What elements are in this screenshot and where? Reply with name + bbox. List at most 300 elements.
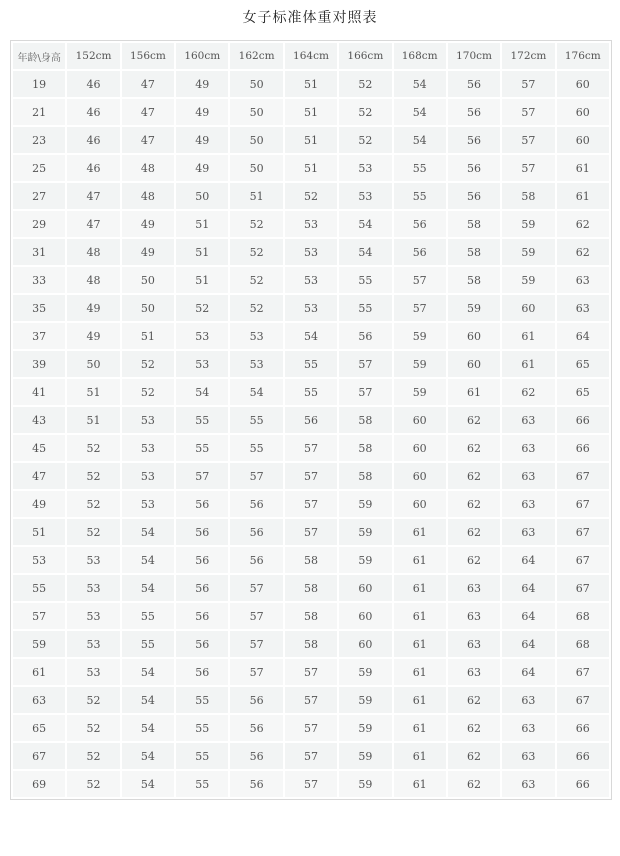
- weight-cell: 61: [394, 547, 446, 573]
- weight-cell: 54: [230, 379, 282, 405]
- weight-cell: 57: [230, 575, 282, 601]
- weight-cell: 54: [122, 519, 174, 545]
- height-header: 156cm: [122, 43, 174, 69]
- table-row: [13, 71, 609, 97]
- table-row: [13, 603, 609, 629]
- weight-cell: 53: [285, 267, 337, 293]
- weight-cell: 52: [230, 267, 282, 293]
- weight-cell: 59: [394, 323, 446, 349]
- weight-cell: 57: [285, 687, 337, 713]
- weight-cell: 59: [339, 659, 391, 685]
- weight-cell: 63: [448, 575, 500, 601]
- weight-cell: 59: [339, 547, 391, 573]
- weight-cell: 49: [67, 323, 119, 349]
- age-cell: 37: [13, 323, 65, 349]
- weight-cell: 66: [557, 771, 609, 797]
- age-cell: 27: [13, 183, 65, 209]
- weight-cell: 63: [502, 463, 554, 489]
- weight-cell: 64: [502, 659, 554, 685]
- weight-cell: 50: [122, 267, 174, 293]
- weight-cell: 57: [502, 99, 554, 125]
- weight-cell: 56: [448, 127, 500, 153]
- weight-cell: 58: [285, 631, 337, 657]
- weight-cell: 50: [230, 127, 282, 153]
- weight-cell: 62: [448, 547, 500, 573]
- height-header: 152cm: [67, 43, 119, 69]
- weight-cell: 66: [557, 715, 609, 741]
- weight-cell: 48: [67, 267, 119, 293]
- weight-cell: 52: [67, 715, 119, 741]
- table-row: [13, 519, 609, 545]
- weight-cell: 55: [122, 603, 174, 629]
- weight-cell: 56: [176, 659, 228, 685]
- weight-cell: 63: [448, 603, 500, 629]
- weight-table-container: [10, 40, 612, 800]
- weight-cell: 56: [448, 71, 500, 97]
- weight-cell: 51: [230, 183, 282, 209]
- weight-cell: 55: [176, 715, 228, 741]
- weight-cell: 53: [67, 659, 119, 685]
- weight-cell: 61: [557, 155, 609, 181]
- weight-cell: 49: [176, 99, 228, 125]
- age-cell: 51: [13, 519, 65, 545]
- weight-cell: 57: [285, 659, 337, 685]
- weight-cell: 49: [176, 71, 228, 97]
- weight-cell: 51: [285, 99, 337, 125]
- weight-cell: 63: [502, 407, 554, 433]
- weight-cell: 57: [502, 127, 554, 153]
- weight-cell: 61: [394, 715, 446, 741]
- weight-cell: 54: [394, 71, 446, 97]
- weight-cell: 61: [394, 519, 446, 545]
- table-row: [13, 491, 609, 517]
- height-header: 176cm: [557, 43, 609, 69]
- age-cell: 31: [13, 239, 65, 265]
- weight-cell: 57: [394, 295, 446, 321]
- weight-cell: 59: [339, 771, 391, 797]
- height-header: 170cm: [448, 43, 500, 69]
- table-row: [13, 435, 609, 461]
- weight-cell: 52: [122, 379, 174, 405]
- weight-cell: 58: [285, 575, 337, 601]
- weight-cell: 57: [230, 603, 282, 629]
- weight-cell: 62: [448, 687, 500, 713]
- weight-cell: 58: [448, 267, 500, 293]
- weight-cell: 55: [285, 379, 337, 405]
- height-header: 164cm: [285, 43, 337, 69]
- age-cell: 65: [13, 715, 65, 741]
- age-cell: 23: [13, 127, 65, 153]
- weight-cell: 53: [339, 183, 391, 209]
- weight-cell: 51: [285, 71, 337, 97]
- weight-cell: 60: [557, 127, 609, 153]
- weight-cell: 56: [230, 491, 282, 517]
- weight-cell: 57: [285, 519, 337, 545]
- weight-cell: 56: [176, 547, 228, 573]
- weight-cell: 56: [448, 183, 500, 209]
- weight-cell: 53: [230, 323, 282, 349]
- weight-cell: 64: [502, 575, 554, 601]
- age-cell: 61: [13, 659, 65, 685]
- weight-cell: 53: [122, 463, 174, 489]
- weight-cell: 56: [285, 407, 337, 433]
- table-row: [13, 127, 609, 153]
- weight-cell: 59: [339, 715, 391, 741]
- table-row: [13, 715, 609, 741]
- table-row: [13, 99, 609, 125]
- weight-cell: 62: [448, 463, 500, 489]
- weight-cell: 49: [67, 295, 119, 321]
- age-cell: 35: [13, 295, 65, 321]
- table-row: [13, 211, 609, 237]
- weight-cell: 51: [176, 239, 228, 265]
- weight-cell: 46: [67, 127, 119, 153]
- height-header: 160cm: [176, 43, 228, 69]
- table-row: [13, 239, 609, 265]
- weight-cell: 63: [448, 659, 500, 685]
- table-row: [13, 687, 609, 713]
- age-cell: 19: [13, 71, 65, 97]
- weight-cell: 61: [502, 351, 554, 377]
- weight-cell: 57: [285, 463, 337, 489]
- weight-cell: 58: [448, 211, 500, 237]
- weight-cell: 52: [339, 99, 391, 125]
- weight-cell: 53: [67, 575, 119, 601]
- table-row: [13, 295, 609, 321]
- weight-cell: 56: [448, 155, 500, 181]
- weight-cell: 62: [448, 407, 500, 433]
- weight-cell: 50: [122, 295, 174, 321]
- weight-cell: 60: [339, 575, 391, 601]
- weight-cell: 67: [557, 659, 609, 685]
- weight-cell: 60: [394, 491, 446, 517]
- weight-cell: 52: [339, 71, 391, 97]
- table-row: [13, 743, 609, 769]
- weight-cell: 52: [285, 183, 337, 209]
- weight-cell: 67: [557, 547, 609, 573]
- table-row: [13, 379, 609, 405]
- weight-cell: 56: [394, 211, 446, 237]
- weight-cell: 54: [122, 659, 174, 685]
- weight-cell: 66: [557, 407, 609, 433]
- weight-cell: 60: [502, 295, 554, 321]
- weight-cell: 57: [285, 491, 337, 517]
- weight-cell: 66: [557, 743, 609, 769]
- weight-cell: 63: [502, 743, 554, 769]
- weight-cell: 56: [176, 491, 228, 517]
- weight-cell: 52: [67, 463, 119, 489]
- height-header: 168cm: [394, 43, 446, 69]
- weight-cell: 47: [122, 71, 174, 97]
- weight-cell: 65: [557, 351, 609, 377]
- weight-cell: 53: [285, 239, 337, 265]
- weight-cell: 55: [230, 407, 282, 433]
- weight-cell: 49: [122, 239, 174, 265]
- weight-cell: 55: [339, 267, 391, 293]
- table-row: [13, 771, 609, 797]
- weight-cell: 56: [230, 519, 282, 545]
- table-row: [13, 267, 609, 293]
- weight-cell: 53: [285, 295, 337, 321]
- weight-cell: 62: [448, 491, 500, 517]
- weight-cell: 63: [502, 715, 554, 741]
- weight-cell: 61: [394, 743, 446, 769]
- weight-cell: 60: [394, 407, 446, 433]
- weight-cell: 53: [67, 547, 119, 573]
- weight-cell: 51: [176, 267, 228, 293]
- weight-cell: 60: [448, 351, 500, 377]
- weight-cell: 61: [394, 771, 446, 797]
- weight-cell: 57: [285, 771, 337, 797]
- weight-cell: 63: [557, 295, 609, 321]
- weight-cell: 52: [230, 211, 282, 237]
- weight-cell: 50: [230, 71, 282, 97]
- weight-cell: 57: [285, 743, 337, 769]
- weight-cell: 68: [557, 631, 609, 657]
- weight-cell: 62: [448, 519, 500, 545]
- weight-cell: 57: [394, 267, 446, 293]
- age-cell: 67: [13, 743, 65, 769]
- weight-cell: 62: [448, 435, 500, 461]
- weight-cell: 54: [122, 575, 174, 601]
- weight-cell: 67: [557, 687, 609, 713]
- weight-cell: 67: [557, 491, 609, 517]
- weight-cell: 58: [502, 183, 554, 209]
- weight-cell: 67: [557, 575, 609, 601]
- weight-cell: 60: [339, 603, 391, 629]
- weight-cell: 61: [394, 575, 446, 601]
- weight-cell: 50: [67, 351, 119, 377]
- weight-cell: 51: [285, 155, 337, 181]
- weight-cell: 54: [394, 99, 446, 125]
- weight-cell: 48: [67, 239, 119, 265]
- height-header: 162cm: [230, 43, 282, 69]
- age-cell: 21: [13, 99, 65, 125]
- weight-cell: 52: [122, 351, 174, 377]
- weight-cell: 62: [557, 239, 609, 265]
- weight-cell: 57: [502, 71, 554, 97]
- weight-cell: 59: [502, 211, 554, 237]
- weight-cell: 46: [67, 99, 119, 125]
- weight-cell: 49: [122, 211, 174, 237]
- weight-cell: 56: [176, 575, 228, 601]
- weight-cell: 47: [122, 127, 174, 153]
- age-cell: 55: [13, 575, 65, 601]
- weight-cell: 59: [502, 267, 554, 293]
- weight-cell: 56: [339, 323, 391, 349]
- weight-cell: 64: [502, 547, 554, 573]
- weight-cell: 62: [557, 211, 609, 237]
- weight-cell: 58: [339, 435, 391, 461]
- weight-cell: 63: [557, 267, 609, 293]
- weight-cell: 63: [502, 491, 554, 517]
- weight-cell: 54: [122, 687, 174, 713]
- weight-cell: 63: [448, 631, 500, 657]
- weight-cell: 59: [394, 351, 446, 377]
- weight-cell: 60: [448, 323, 500, 349]
- weight-cell: 49: [176, 155, 228, 181]
- weight-cell: 54: [394, 127, 446, 153]
- weight-cell: 58: [285, 603, 337, 629]
- weight-cell: 62: [448, 743, 500, 769]
- weight-cell: 59: [502, 239, 554, 265]
- weight-cell: 55: [176, 687, 228, 713]
- weight-cell: 56: [176, 631, 228, 657]
- weight-cell: 57: [502, 155, 554, 181]
- weight-cell: 56: [230, 771, 282, 797]
- weight-cell: 52: [67, 519, 119, 545]
- weight-cell: 67: [557, 519, 609, 545]
- table-row: [13, 183, 609, 209]
- weight-cell: 53: [176, 351, 228, 377]
- weight-cell: 47: [122, 99, 174, 125]
- weight-cell: 46: [67, 155, 119, 181]
- table-row: [13, 463, 609, 489]
- weight-cell: 61: [557, 183, 609, 209]
- weight-cell: 55: [176, 743, 228, 769]
- age-cell: 49: [13, 491, 65, 517]
- weight-cell: 51: [285, 127, 337, 153]
- table-row: [13, 575, 609, 601]
- age-cell: 33: [13, 267, 65, 293]
- weight-cell: 55: [285, 351, 337, 377]
- weight-cell: 57: [339, 351, 391, 377]
- weight-cell: 64: [557, 323, 609, 349]
- weight-cell: 50: [176, 183, 228, 209]
- weight-cell: 51: [67, 379, 119, 405]
- weight-cell: 59: [339, 687, 391, 713]
- table-row: [13, 351, 609, 377]
- weight-cell: 55: [122, 631, 174, 657]
- weight-cell: 53: [67, 631, 119, 657]
- weight-cell: 60: [339, 631, 391, 657]
- table-header: [13, 43, 609, 69]
- weight-cell: 54: [339, 211, 391, 237]
- weight-cell: 56: [230, 715, 282, 741]
- weight-cell: 52: [67, 743, 119, 769]
- weight-cell: 59: [339, 519, 391, 545]
- corner-header: 年龄\身高: [13, 43, 65, 69]
- weight-cell: 52: [230, 239, 282, 265]
- age-cell: 57: [13, 603, 65, 629]
- weight-cell: 58: [448, 239, 500, 265]
- age-cell: 41: [13, 379, 65, 405]
- weight-cell: 54: [176, 379, 228, 405]
- height-header: 166cm: [339, 43, 391, 69]
- weight-cell: 48: [122, 183, 174, 209]
- weight-cell: 62: [448, 715, 500, 741]
- weight-cell: 65: [557, 379, 609, 405]
- weight-cell: 54: [122, 715, 174, 741]
- table-row: [13, 323, 609, 349]
- weight-cell: 54: [339, 239, 391, 265]
- age-cell: 59: [13, 631, 65, 657]
- table-row: [13, 659, 609, 685]
- weight-cell: 55: [176, 771, 228, 797]
- weight-cell: 53: [122, 491, 174, 517]
- weight-cell: 48: [122, 155, 174, 181]
- weight-cell: 58: [285, 547, 337, 573]
- weight-cell: 63: [502, 435, 554, 461]
- header-row: [13, 43, 609, 69]
- height-header: 172cm: [502, 43, 554, 69]
- weight-cell: 66: [557, 435, 609, 461]
- weight-cell: 51: [122, 323, 174, 349]
- weight-cell: 52: [67, 687, 119, 713]
- weight-cell: 52: [339, 127, 391, 153]
- weight-cell: 53: [122, 407, 174, 433]
- weight-cell: 52: [176, 295, 228, 321]
- weight-cell: 63: [502, 687, 554, 713]
- weight-cell: 57: [176, 463, 228, 489]
- age-cell: 25: [13, 155, 65, 181]
- weight-cell: 50: [230, 99, 282, 125]
- age-cell: 29: [13, 211, 65, 237]
- weight-cell: 57: [285, 435, 337, 461]
- weight-cell: 52: [67, 771, 119, 797]
- weight-cell: 62: [448, 771, 500, 797]
- weight-cell: 47: [67, 183, 119, 209]
- weight-cell: 61: [394, 603, 446, 629]
- weight-cell: 46: [67, 71, 119, 97]
- age-cell: 45: [13, 435, 65, 461]
- weight-cell: 60: [557, 99, 609, 125]
- weight-cell: 57: [230, 659, 282, 685]
- weight-cell: 54: [122, 771, 174, 797]
- weight-cell: 56: [176, 603, 228, 629]
- weight-cell: 68: [557, 603, 609, 629]
- weight-cell: 54: [285, 323, 337, 349]
- weight-cell: 50: [230, 155, 282, 181]
- weight-cell: 64: [502, 631, 554, 657]
- weight-cell: 59: [339, 491, 391, 517]
- weight-cell: 53: [122, 435, 174, 461]
- table-row: [13, 407, 609, 433]
- table-row: [13, 631, 609, 657]
- weight-cell: 58: [339, 407, 391, 433]
- page-title: 女子标准体重对照表: [242, 10, 378, 26]
- weight-cell: 55: [176, 435, 228, 461]
- weight-cell: 51: [176, 211, 228, 237]
- weight-cell: 51: [67, 407, 119, 433]
- weight-cell: 61: [394, 659, 446, 685]
- weight-cell: 57: [285, 715, 337, 741]
- age-cell: 63: [13, 687, 65, 713]
- weight-cell: 63: [502, 771, 554, 797]
- weight-cell: 60: [394, 463, 446, 489]
- weight-cell: 52: [67, 435, 119, 461]
- weight-cell: 67: [557, 463, 609, 489]
- weight-cell: 47: [67, 211, 119, 237]
- weight-cell: 61: [448, 379, 500, 405]
- weight-cell: 61: [502, 323, 554, 349]
- age-cell: 69: [13, 771, 65, 797]
- weight-cell: 56: [230, 687, 282, 713]
- weight-cell: 58: [339, 463, 391, 489]
- weight-cell: 55: [339, 295, 391, 321]
- weight-cell: 53: [67, 603, 119, 629]
- weight-cell: 56: [176, 519, 228, 545]
- weight-cell: 64: [502, 603, 554, 629]
- table-row: [13, 155, 609, 181]
- weight-cell: 55: [394, 155, 446, 181]
- age-cell: 43: [13, 407, 65, 433]
- weight-cell: 49: [176, 127, 228, 153]
- weight-cell: 59: [448, 295, 500, 321]
- age-cell: 47: [13, 463, 65, 489]
- weight-cell: 53: [230, 351, 282, 377]
- weight-cell: 59: [339, 743, 391, 769]
